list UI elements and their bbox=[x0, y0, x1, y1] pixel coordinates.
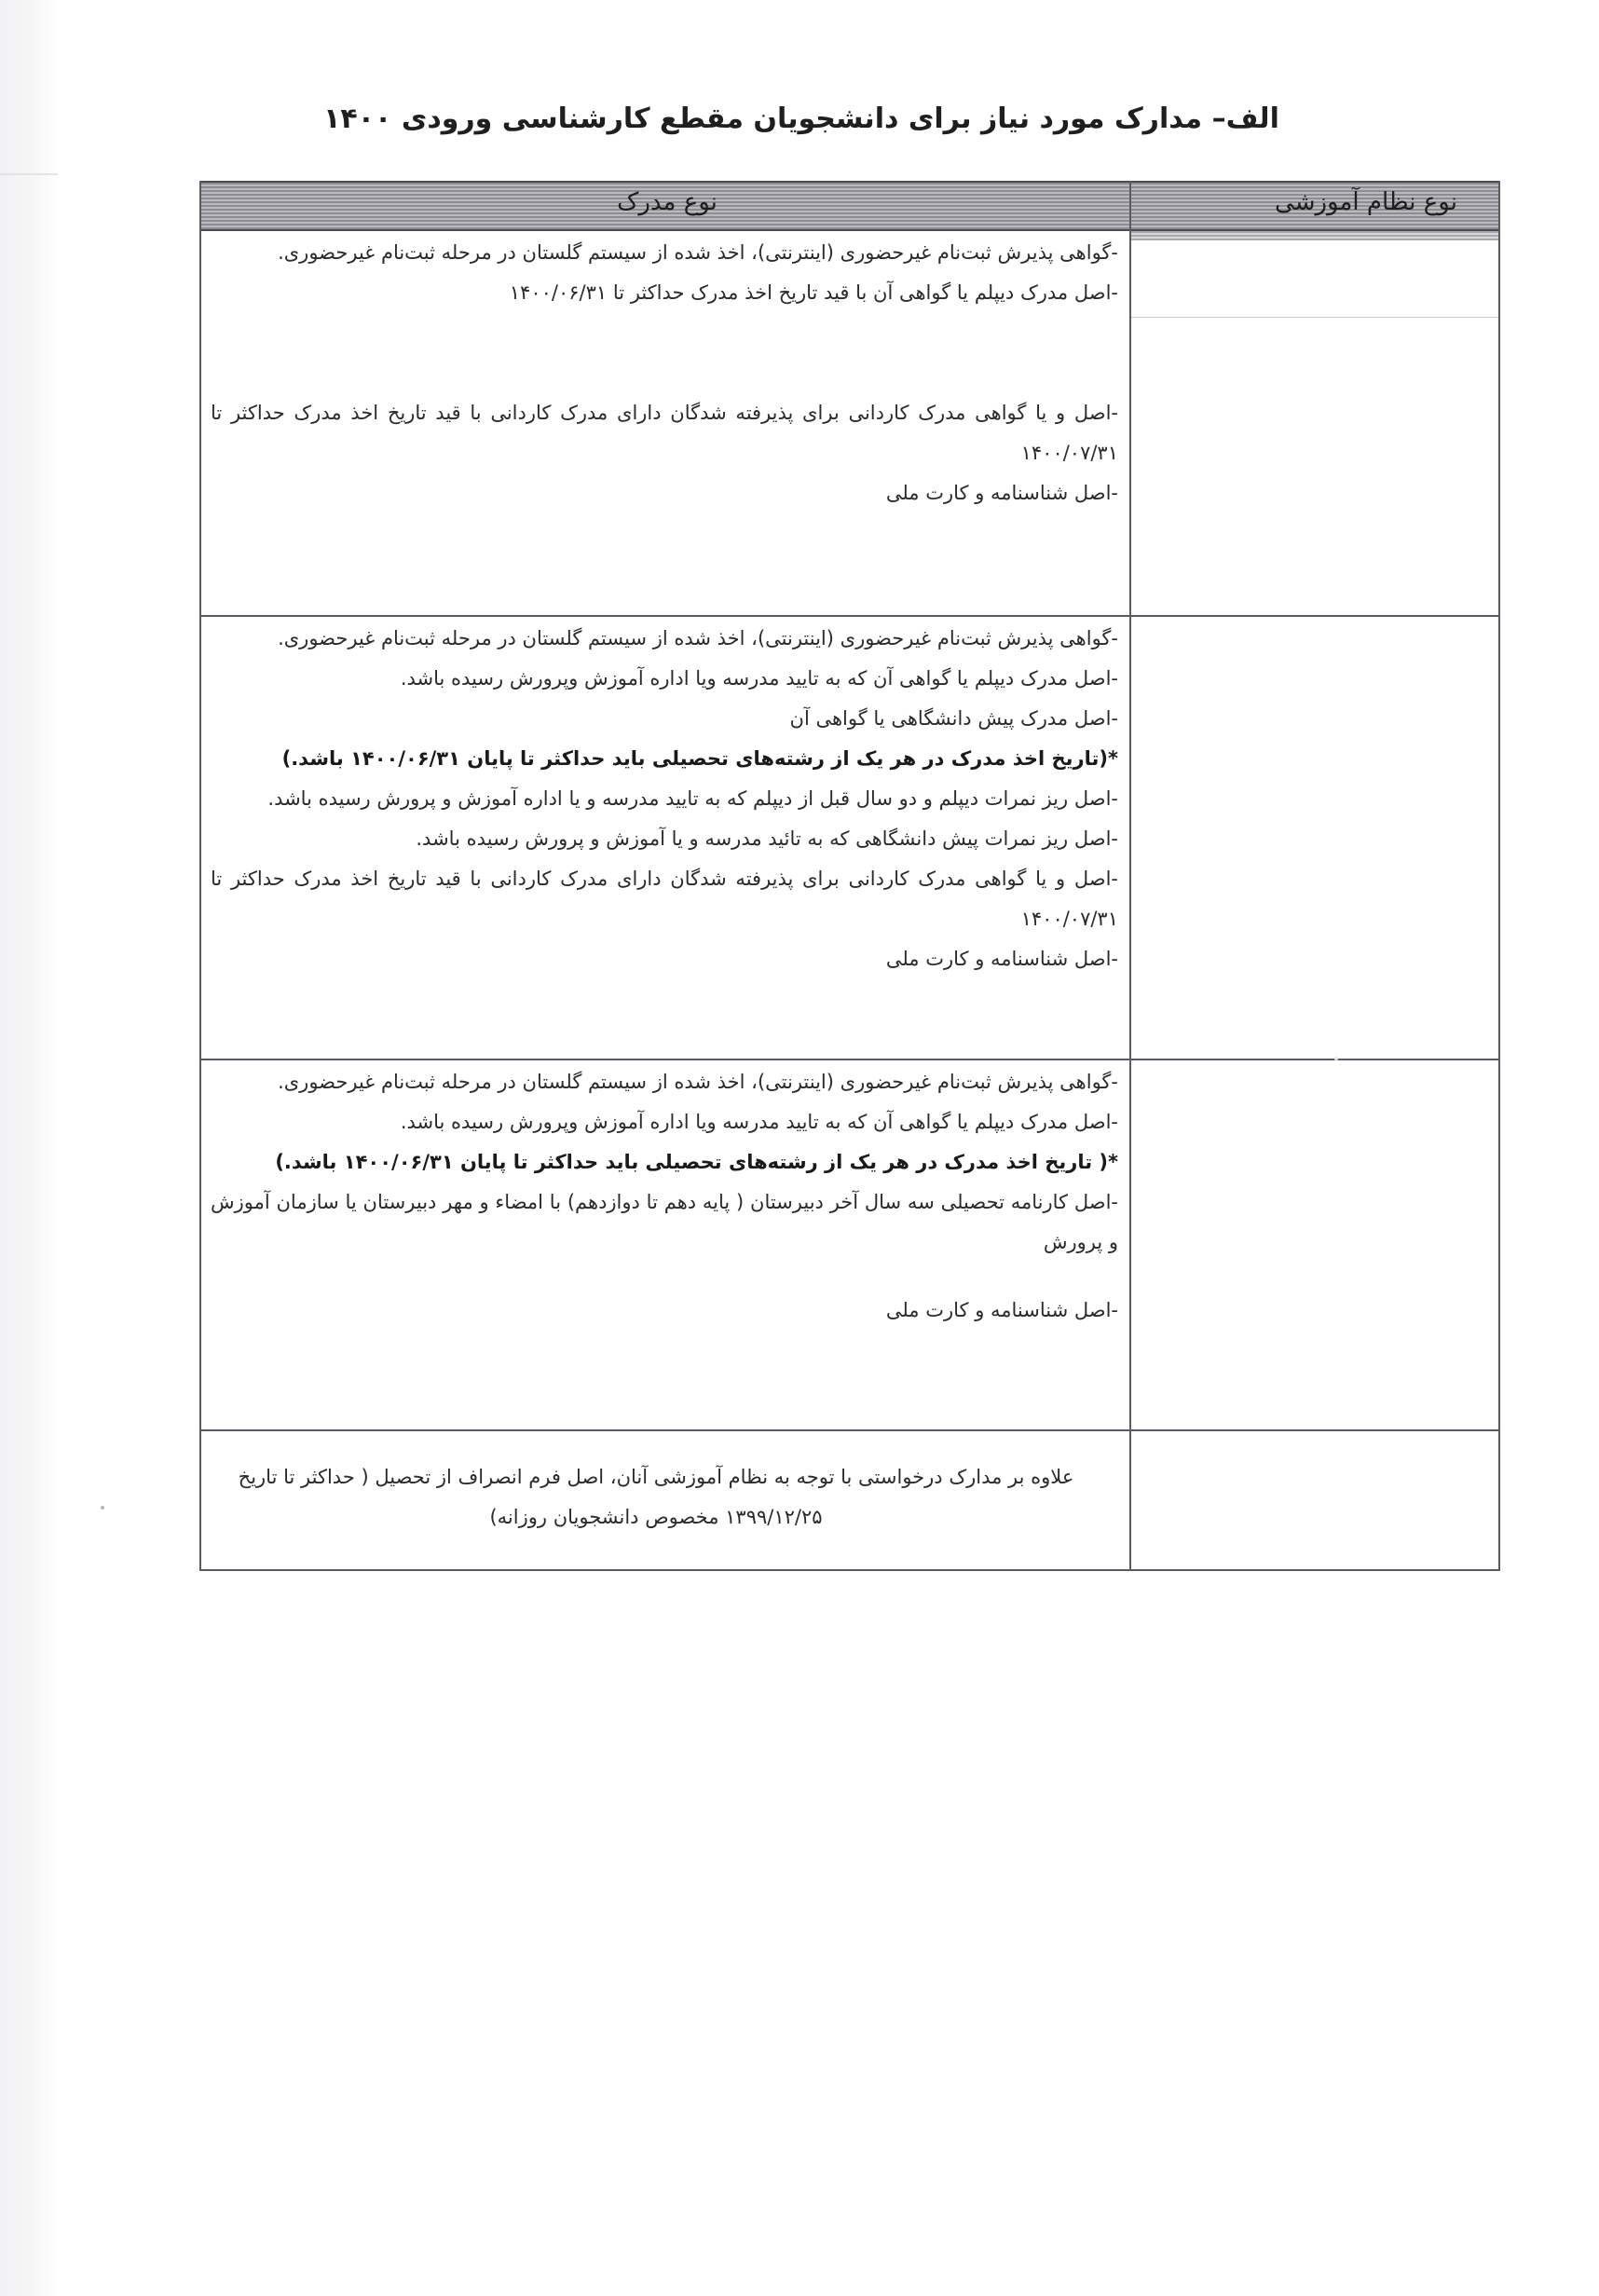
list-item: -اصل ریز نمرات پیش دانشگاهی که به تائید مدرسه و یا آموزش و پرورش رسیده باشد. bbox=[416, 827, 1118, 850]
list-item: -اصل شناسنامه و کارت ملی bbox=[885, 948, 1118, 970]
scan-speck bbox=[1334, 1057, 1338, 1060]
row-divider-2 bbox=[199, 1059, 1500, 1060]
row-header-band bbox=[1131, 231, 1498, 240]
table-border-left bbox=[199, 181, 201, 1571]
row-faint-divider bbox=[1131, 317, 1498, 318]
list-item: -اصل مدرک دیپلم یا گواهی آن که به تایید مدرسه ویا اداره آموزش وپرورش رسیده باشد. bbox=[400, 667, 1118, 690]
list-item: -گواهی پذیرش ثبت‌نام غیرحضوری (اینترنتی)، اخذ شده از سیستم گلستان در مرحله ثبت‌نام غیرحضوری. bbox=[278, 241, 1118, 264]
deadline-note: *( تاریخ اخذ مدرک در هر یک از رشته‌های تحصیلی باید حداکثر تا پایان ۱۴۰۰/۰۶/۳۱ باشد.) bbox=[275, 1151, 1118, 1173]
header-document-type: نوع مدرک bbox=[617, 188, 718, 216]
table-row-3-documents bbox=[211, 1062, 1118, 1331]
table-row-2-documents bbox=[211, 619, 1118, 979]
list-item: -اصل مدرک دیپلم یا گواهی آن با قید تاریخ اخذ مدرک حداکثر تا ۱۴۰۰/۰۶/۳۱ bbox=[509, 281, 1118, 304]
list-item: -اصل کارنامه تحصیلی سه سال آخر دبیرستان ( پایه دهم تا دوازدهم) با امضاء و مهر دبیرستان یا سازمان آموزش و پرورش bbox=[211, 1191, 1118, 1253]
column-divider bbox=[1129, 181, 1131, 1571]
list-item: -گواهی پذیرش ثبت‌نام غیرحضوری (اینترنتی)، اخذ شده از سیستم گلستان در مرحله ثبت‌نام غیرحضوری. bbox=[278, 1071, 1118, 1093]
list-item: -اصل شناسنامه و کارت ملی bbox=[885, 482, 1118, 504]
list-item: علاوه بر مدارک درخواستی با توجه به نظام آموزشی آنان، اصل فرم انصراف از تحصیل ( حداکثر تا تاریخ ۱۳۹۹/۱۲/۲۵ مخصوص دانشجویان روزانه) bbox=[238, 1466, 1074, 1528]
list-item: -اصل و یا گواهی مدرک کاردانی برای پذیرفته شدگان دارای مدرک کاردانی با قید تاریخ اخذ مدرک حداکثر تا ۱۴۰۰/۰۷/۳۱ bbox=[211, 402, 1118, 464]
table-border-bottom bbox=[199, 1569, 1500, 1571]
scan-edge-shadow bbox=[0, 0, 58, 2296]
list-item: -اصل مدرک دیپلم یا گواهی آن که به تایید مدرسه ویا اداره آموزش وپرورش رسیده باشد. bbox=[400, 1111, 1118, 1133]
list-item: -گواهی پذیرش ثبت‌نام غیرحضوری (اینترنتی)، اخذ شده از سیستم گلستان در مرحله ثبت‌نام غیرحضوری. bbox=[278, 627, 1118, 649]
list-item: -اصل مدرک پیش دانشگاهی یا گواهی آن bbox=[789, 707, 1118, 730]
table-header bbox=[199, 181, 1500, 231]
table-border-right bbox=[1498, 181, 1500, 1571]
scan-edge-line bbox=[0, 173, 58, 175]
scan-speck bbox=[101, 1506, 104, 1510]
list-item: -اصل و یا گواهی مدرک کاردانی برای پذیرفته شدگان دارای مدرک کاردانی با قید تاریخ اخذ مدرک حداکثر تا ۱۴۰۰/۰۷/۳۱ bbox=[211, 868, 1118, 930]
header-education-system: نوع نظام آموزشی bbox=[1275, 188, 1457, 216]
table-row-4-documents bbox=[237, 1457, 1075, 1538]
list-item: -اصل ریز نمرات دیپلم و دو سال قبل از دیپلم که به تایید مدرسه و یا اداره آموزش و پرورش رسیده باشد. bbox=[267, 787, 1118, 810]
deadline-note: *(تاریخ اخذ مدرک در هر یک از رشته‌های تحصیلی باید حداکثر تا پایان ۱۴۰۰/۰۶/۳۱ باشد.) bbox=[281, 747, 1118, 770]
page-title: الف– مدارک مورد نیاز برای دانشجویان مقطع کارشناسی ورودی ۱۴۰۰ bbox=[323, 102, 1279, 135]
table-row-1-documents bbox=[211, 233, 1118, 513]
list-item: -اصل شناسنامه و کارت ملی bbox=[885, 1299, 1118, 1321]
row-divider-1 bbox=[199, 615, 1500, 617]
row-divider-3 bbox=[199, 1429, 1500, 1431]
